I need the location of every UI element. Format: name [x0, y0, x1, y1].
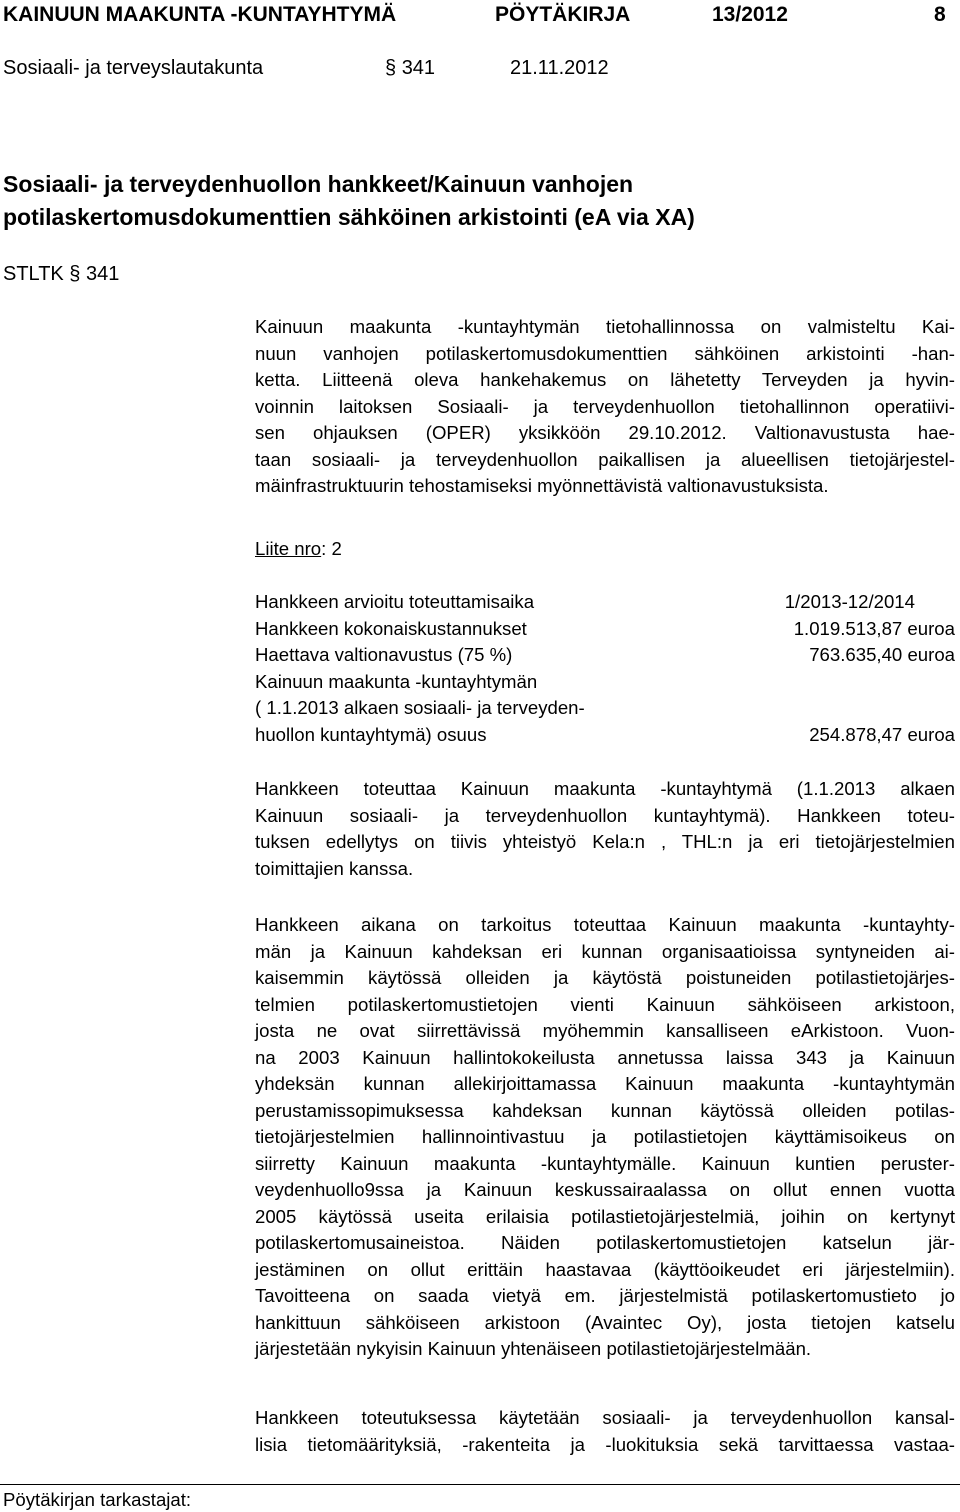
text-line: sen ohjauksen (OPER) yksikköön 29.10.2012. Valtionavustusta hae- — [255, 422, 955, 443]
document-number: 13/2012 — [712, 3, 788, 26]
text-line: veydenhuollo9ssa ja Kainuun keskussairaalassa on ollut ennen vuotta — [255, 1179, 955, 1200]
finance-row — [255, 616, 955, 643]
text-line: ketta. Liitteenä oleva hankehakemus on lähetetty Terveyden ja hyvin- — [255, 369, 955, 390]
finance-row — [255, 642, 955, 669]
section-reference: STLTK § 341 — [3, 263, 120, 285]
organization-name: KAINUUN MAAKUNTA -KUNTAYHTYMÄ — [3, 3, 397, 26]
finance-label: Hankkeen arvioitu toteuttamisaika — [255, 591, 535, 612]
text-line: Hankkeen aikana on tarkoitus toteuttaa Kainuun maakunta -kuntayhty- — [255, 914, 955, 935]
text-line: mäinfrastruktuurin tehostamiseksi myönnettävistä valtionavustuksista. — [255, 475, 829, 496]
section-number: 341 — [401, 57, 436, 79]
page-title-line: potilaskertomusdokumenttien sähköinen arkistointi (eA via XA) — [3, 204, 695, 230]
text-line: taan sosiaali- ja terveydenhuollon paikallisen ja alueellisen tietojärjestel- — [255, 448, 955, 470]
meeting-date: 21.11.2012 — [510, 57, 609, 79]
finance-label: Haettava valtionavustus (75 %) — [255, 644, 513, 665]
attachment-reference — [255, 536, 342, 562]
page-number: 8 — [934, 3, 946, 26]
finance-row — [255, 589, 955, 616]
text-line: Tavoitteena on saada vietyä em. järjestelmistä potilaskertomustieto jo — [255, 1285, 955, 1306]
finance-label: huollon kuntayhtymä) osuus — [255, 723, 487, 745]
footer-divider — [0, 1484, 960, 1485]
text-line: yhdeksän kunnan allekirjoittamassa Kainuun maakunta -kuntayhtymän — [255, 1073, 955, 1094]
finance-value: 254.878,47 euroa — [809, 723, 955, 745]
text-line: Kainuun maakunta -kuntayhtymän tietohallinnossa on valmisteltu Kai- — [255, 316, 955, 337]
text-line: hankittuun sähköiseen arkistoon (Avaintec Oy), josta tietojen katselu — [255, 1311, 955, 1333]
text-line: potilaskertomusaineistoa. Näiden potilaskertomustietojen katselun jär- — [255, 1232, 955, 1253]
text-line: 2005 käytössä useita erilaisia potilastietojärjestelmiä, joihin on kertynyt — [255, 1205, 955, 1227]
text-line: siirretty Kainuun maakunta -kuntayhtymälle. Kainuun kuntien peruster- — [255, 1152, 955, 1174]
text-line: voinnin laitoksen Sosiaali- ja terveydenhuollon tietohallinnon operatiivi- — [255, 395, 955, 417]
finance-label: Hankkeen kokonaiskustannukset — [255, 617, 527, 639]
text-line: Hankkeen toteutuksessa käytetään sosiaali- ja terveydenhuollon kansal- — [255, 1407, 955, 1428]
paragraph-standards — [255, 1405, 955, 1458]
text-line: toimittajien kanssa. — [255, 857, 414, 879]
text-line: järjestetään nykyisin Kainuun yhtenäiseen potilastietojärjestelmään. — [255, 1338, 812, 1359]
attachment-number: : 2 — [321, 538, 342, 559]
finance-label: ( 1.1.2013 alkaen sosiaali- ja terveyden- — [255, 697, 585, 718]
text-line: män ja Kainuun kahdeksan eri kunnan organisaatioissa syntyneiden ai- — [255, 940, 955, 962]
text-line: Hankkeen toteuttaa Kainuun maakunta -kuntayhtymä (1.1.2013 alkaen — [255, 778, 955, 799]
finance-value: 1.019.513,87 euroa — [793, 617, 955, 639]
finance-row — [255, 695, 955, 722]
text-line: jestäminen on ollut erittäin haastavaa (käyttöoikeudet eri järjestelmiin). — [255, 1258, 955, 1280]
attachment-label: Liite nro — [255, 538, 322, 559]
text-line: tietojärjestelmien hallinnointivastuu ja potilastietojen käyttämisoikeus on — [255, 1126, 955, 1147]
finance-label: Kainuun maakunta -kuntayhtymän — [255, 670, 538, 692]
finance-value: 1/2013-12/2014 — [784, 591, 915, 612]
paragraph-implementation — [255, 776, 955, 882]
text-line: nuun vanhojen potilaskertomusdokumenttien sähköinen arkistointi -han- — [255, 342, 955, 364]
text-line: Kainuun sosiaali- ja terveydenhuollon kuntayhtymä). Hankkeen toteu- — [255, 804, 955, 826]
finance-value: 763.635,40 euroa — [809, 644, 955, 665]
paragraph-intro — [255, 314, 955, 500]
section-mark: § 341 — [385, 57, 436, 79]
text-line: telmien potilaskertomustietojen vienti Kainuun sähköiseen arkistoon, — [255, 993, 955, 1015]
finance-row — [255, 722, 955, 749]
text-line: lisia tietomäärityksiä, -rakenteita ja -luokituksia sekä tarvittaessa vastaa- — [255, 1433, 955, 1455]
text-line: tuksen edellytys on tiivis yhteistyö Kela:n , THL:n ja eri tietojärjestelmien — [255, 831, 955, 852]
finance-row — [255, 669, 955, 696]
text-line: kaisemmin käytössä olleiden ja käytöstä poistuneiden potilastietojärjes- — [255, 967, 955, 988]
document-type: PÖYTÄKIRJA — [495, 3, 631, 26]
inspectors-label: Pöytäkirjan tarkastajat: — [3, 1489, 192, 1510]
board-name: Sosiaali- ja terveyslautakunta — [3, 57, 264, 79]
text-line: josta ne ovat siirrettävissä myöhemmin kansalliseen eArkistoon. Vuon- — [255, 1020, 955, 1041]
text-line: perustamissopimuksessa kahdeksan kunnan käytössä olleiden potilas- — [255, 1099, 955, 1121]
paragraph-background — [255, 912, 955, 1363]
text-line: na 2003 Kainuun hallintokokeilusta annetussa laissa 343 ja Kainuun — [255, 1046, 955, 1068]
finance-table — [255, 589, 955, 748]
page-title-line: Sosiaali- ja terveydenhuollon hankkeet/Kainuun vanhojen — [3, 171, 634, 197]
